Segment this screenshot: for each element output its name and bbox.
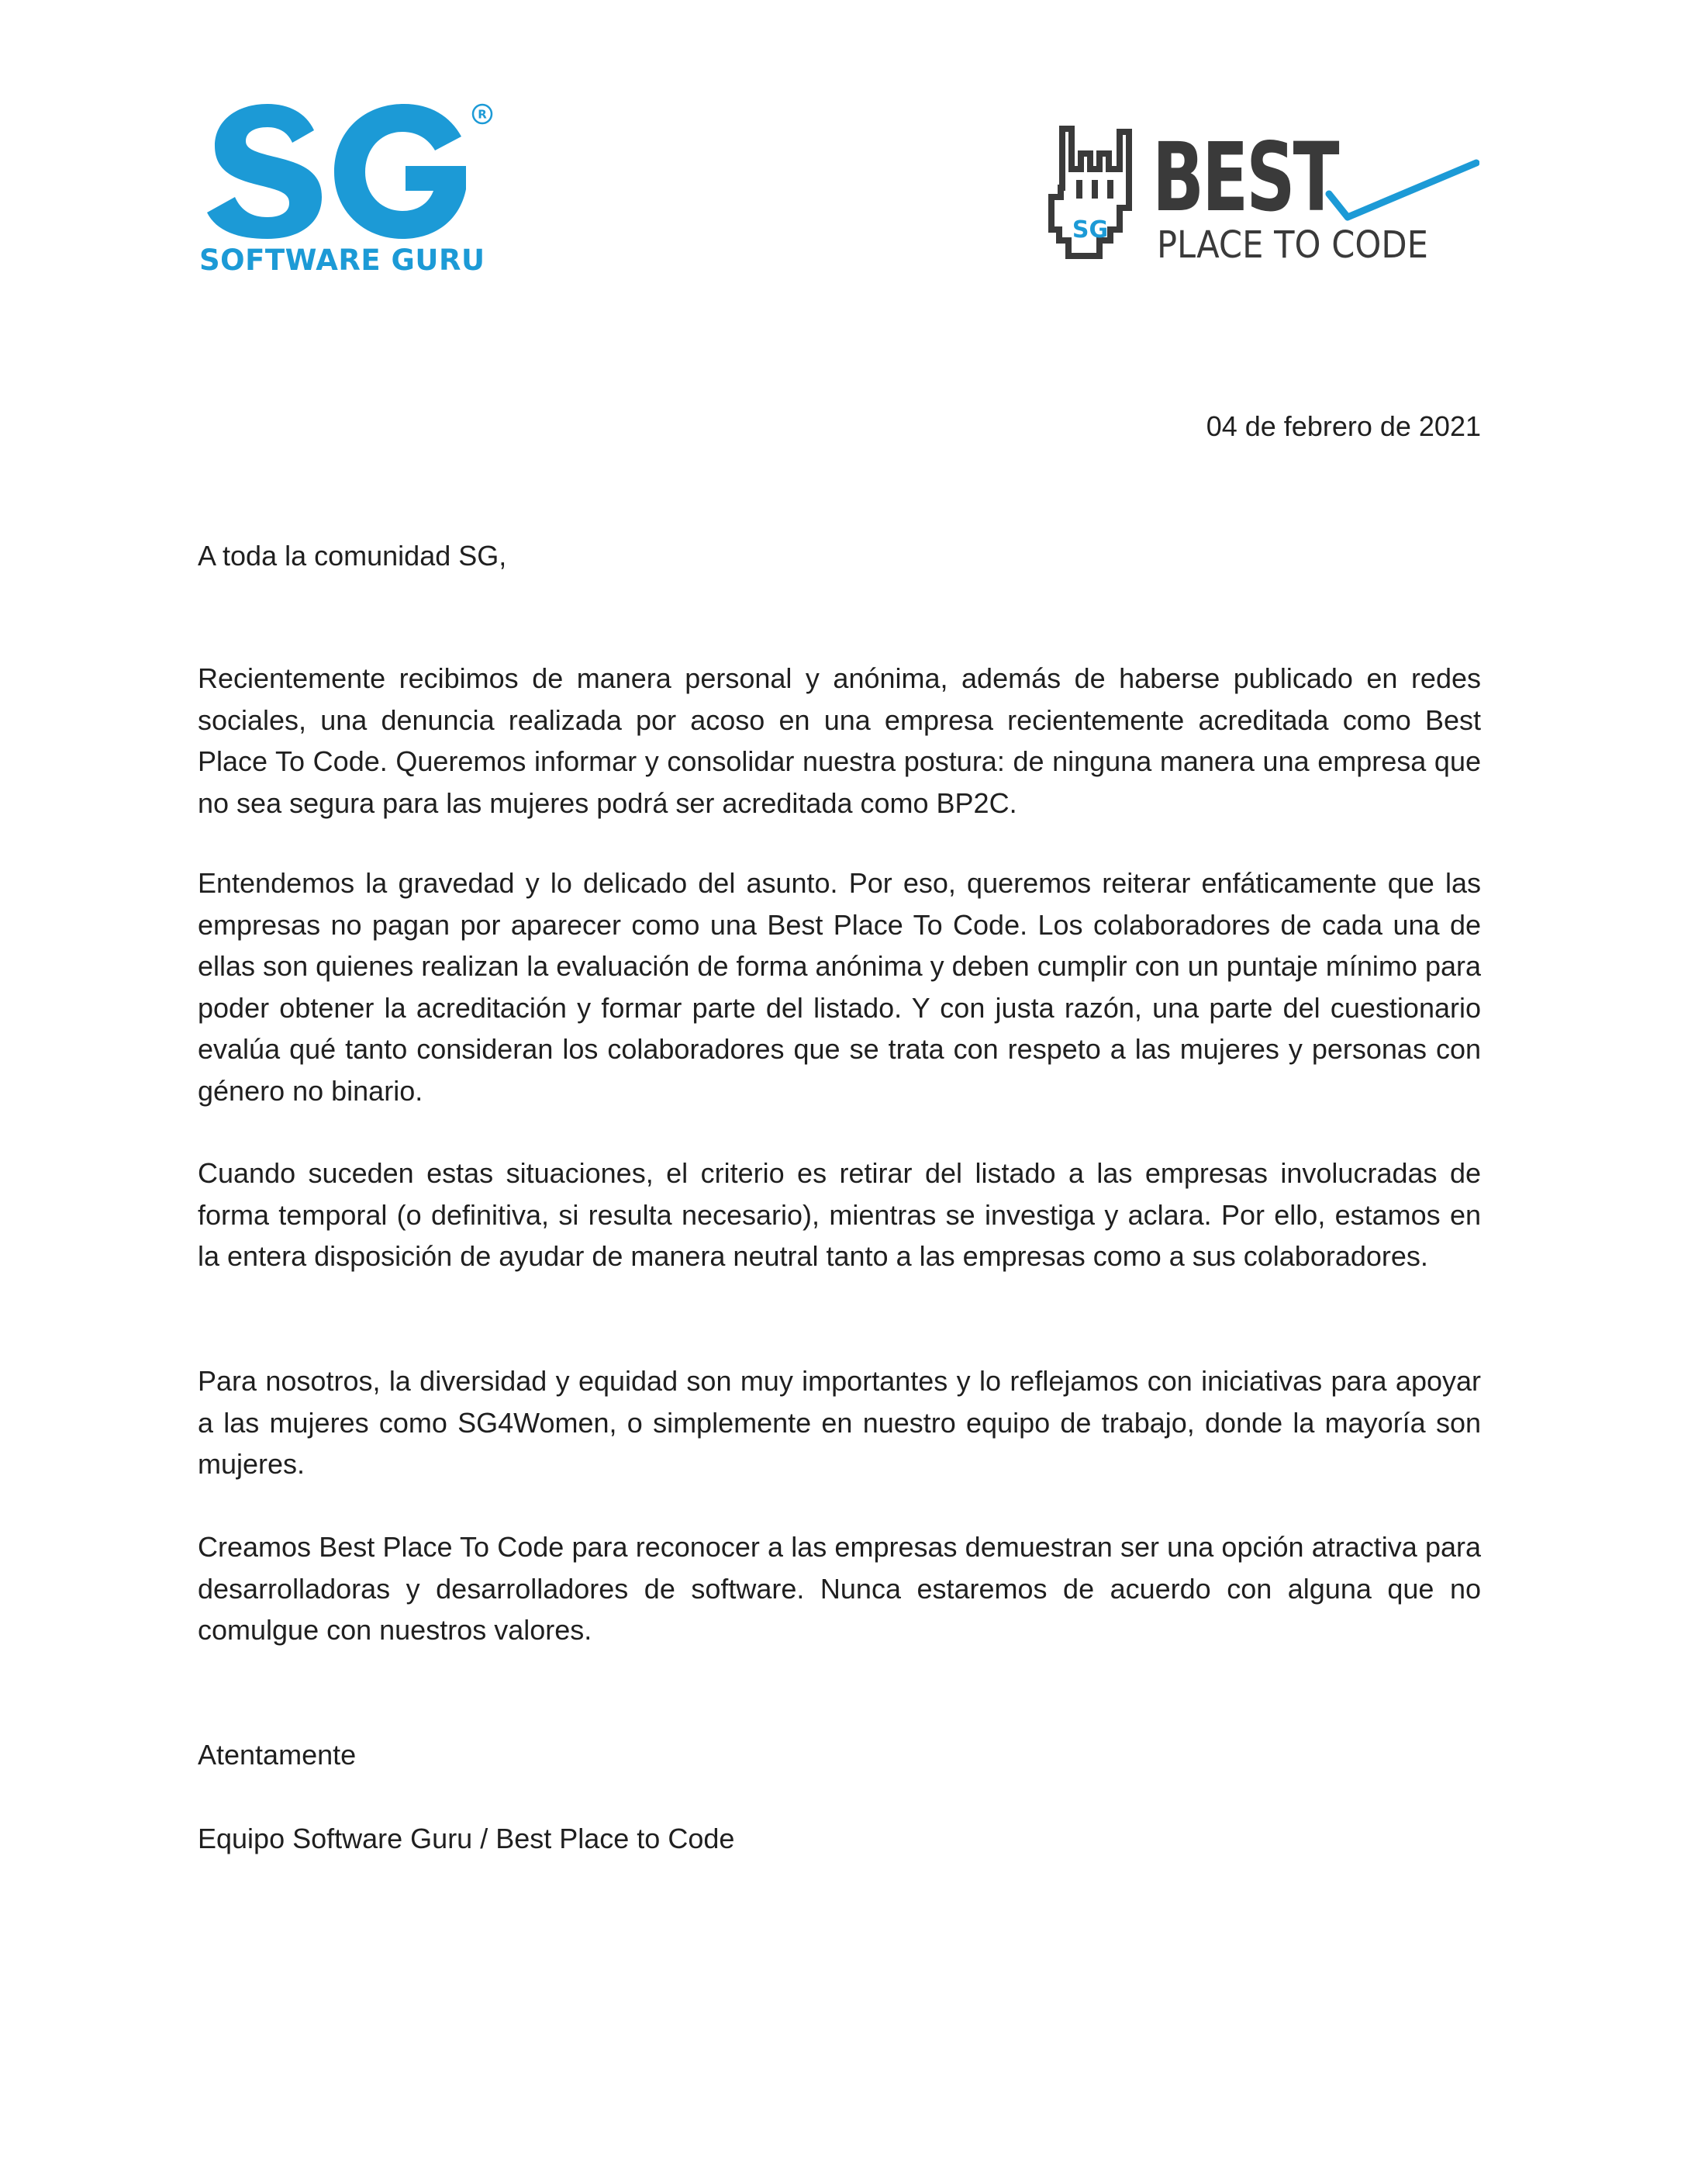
letter-date: 04 de febrero de 2021 xyxy=(1206,410,1481,442)
software-guru-subtitle: SOFTWARE GURU xyxy=(199,244,485,277)
letter-paragraph-1 xyxy=(198,658,1481,824)
best-place-to-code-logo xyxy=(1045,116,1479,271)
sg-letters-mark xyxy=(198,99,477,239)
closing-text: Atentamente xyxy=(198,1739,357,1771)
registered-mark-icon xyxy=(471,102,494,126)
place-to-code-wordmark: PLACE TO CODE xyxy=(1157,223,1428,267)
svg-text:R: R xyxy=(478,107,487,122)
checkmark-icon xyxy=(1324,154,1479,223)
letter-salutation xyxy=(198,535,1481,577)
paragraph-text: Entendemos la gravedad y lo delicado del asunto. Por eso, queremos reiterar enfáticamente que las empresas no pagan por aparecer como una Best Place To Code. Los colaboradores de cada una de ellas son quienes realizan la evaluación de forma anónima y deben cumplir con un puntaje mínimo para poder obtener la acreditación y formar parte del listado. Y con justa razón, una parte del cuestionario evalúa qué tanto consideran los colaboradores que se trata con respeto a las mujeres y personas con género no binario. xyxy=(198,867,1481,1107)
letter-closing xyxy=(198,1734,1481,1776)
paragraph-text: Recientemente recibimos de manera personal y anónima, además de haberse publicado en redes sociales, una denuncia realizada por acoso en una empresa recientemente acreditada como Best Place To Code. Queremos informar y consolidar nuestra postura: de ninguna manera una empresa que no sea segura para las mujeres podrá ser acreditada como BP2C. xyxy=(198,662,1481,819)
letter-paragraph-4 xyxy=(198,1360,1481,1485)
letter-paragraph-3 xyxy=(198,1152,1481,1277)
best-wordmark: BEST xyxy=(1152,123,1338,233)
svg-text:SG: SG xyxy=(1072,216,1109,244)
paragraph-text: Para nosotros, la diversidad y equidad son muy importantes y lo reflejamos con iniciativas para apoyar a las mujeres como SG4Women, o simplemente en nuestro equipo de trabajo, donde la mayoría son mujeres. xyxy=(198,1365,1481,1480)
signature-text: Equipo Software Guru / Best Place to Code xyxy=(198,1823,735,1854)
paragraph-text: Creamos Best Place To Code para reconocer a las empresas demuestran ser una opción atractiva para desarrolladoras y desarrolladores de software. Nunca estaremos de acuerdo con alguna que no comulgue con nuestros valores. xyxy=(198,1531,1481,1646)
paragraph-text: Cuando suceden estas situaciones, el criterio es retirar del listado a las empresas involucradas de forma temporal (o definitiva, si resulta necesario), mientras se investiga y aclara. Por ello, estamos en la entera disposición de ayudar de manera neutral tanto a las empresas como a sus colaboradores. xyxy=(198,1157,1481,1272)
pixel-hand-icon xyxy=(1045,123,1146,262)
software-guru-logo xyxy=(198,99,492,285)
letter-paragraph-5 xyxy=(198,1526,1481,1651)
letter-signature xyxy=(198,1818,1481,1860)
salutation-text: A toda la comunidad SG, xyxy=(198,540,507,572)
letter-paragraph-2 xyxy=(198,862,1481,1111)
